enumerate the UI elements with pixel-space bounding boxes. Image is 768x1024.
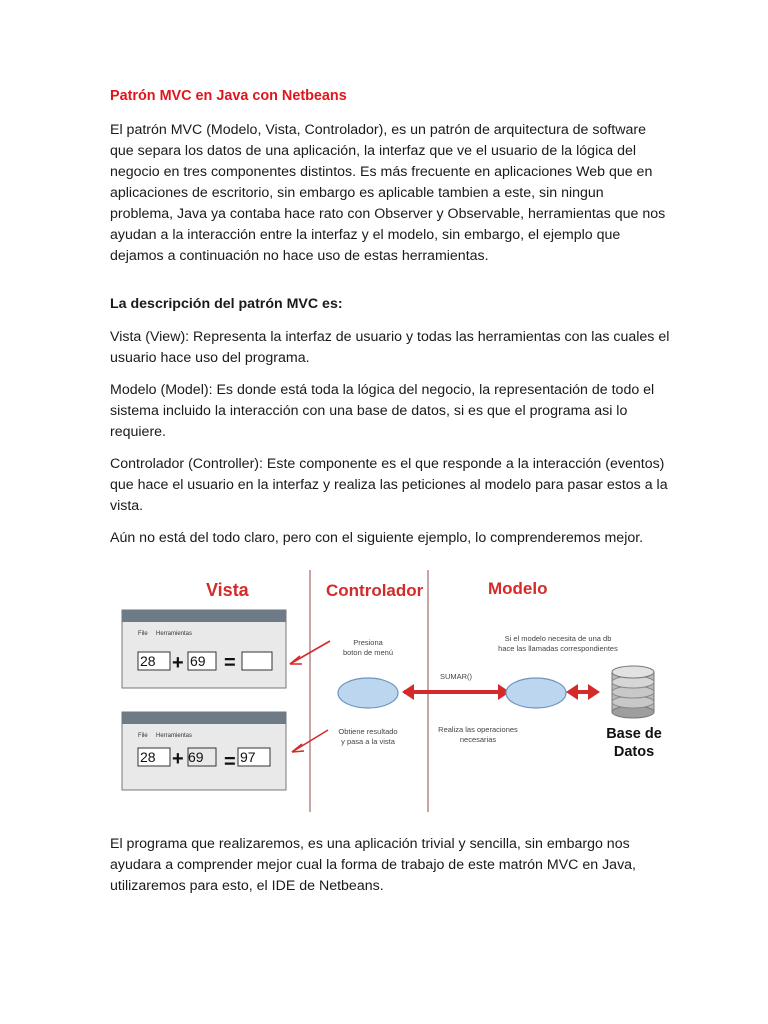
plus-sign: + — [172, 652, 184, 674]
db-label-line2: Datos — [613, 744, 655, 760]
model-top-line1: Si el modelo necesita de una db — [504, 634, 612, 643]
window-menu-file: File — [138, 733, 148, 739]
controller-ellipse — [338, 678, 398, 708]
label-controlador: Controlador — [326, 581, 424, 600]
window-menu-file: File — [138, 631, 148, 637]
description-heading: La descripción del patrón MVC es: — [110, 296, 343, 312]
equals-sign: = — [224, 751, 236, 773]
not-clear-paragraph: Aún no está del todo claro, pero con el siguiente ejemplo, lo comprenderemos mejor. — [110, 530, 644, 546]
num-b-value: 69 — [190, 653, 206, 669]
mvc-diagram-svg — [118, 566, 674, 814]
ctrl-top-line2: boton de menú — [342, 648, 394, 657]
db-label-line1: Base de — [606, 726, 662, 742]
label-vista: Vista — [206, 580, 249, 600]
window-menu-tools: Herramientas — [156, 733, 193, 739]
label-modelo: Modelo — [488, 579, 548, 598]
sumar-label: SUMAR() — [439, 672, 473, 681]
controller-paragraph: Controlador (Controller): Este componente es el que responde a la interacción (eventos) que hace el usuario en la interfaz y realiza las peticiones al modelo para pasar estos a la vista. — [110, 456, 668, 514]
arrow-head-icon — [290, 656, 302, 664]
model-bottom-line1: Realiza las operaciones — [438, 725, 518, 734]
result-field-empty — [242, 652, 272, 670]
model-ellipse — [506, 678, 566, 708]
model-bottom-line2: necesarias — [459, 735, 497, 744]
window-titlebar — [122, 610, 286, 622]
app-window-1 — [122, 610, 286, 688]
result-value: 97 — [240, 749, 256, 765]
plus-sign: + — [172, 748, 184, 770]
ctrl-bottom-line2: y pasa a la vista — [341, 737, 395, 746]
ctrl-bottom-line1: Obtiene resultado — [338, 727, 398, 736]
num-a-value: 28 — [140, 653, 156, 669]
document-title: Patrón MVC en Java con Netbeans — [110, 88, 347, 104]
model-top-line2: hace las llamadas correspondientes — [498, 644, 618, 653]
window-titlebar — [122, 712, 286, 724]
mvc-diagram — [118, 566, 674, 814]
equals-sign: = — [224, 652, 236, 674]
intro-paragraph: El patrón MVC (Modelo, Vista, Controlador), es un patrón de arquitectura de software que separa los datos de una aplicación, la interfaz que ve el usuario de la lógica del negocio en tres componentes distintos. Es más frecuente en aplicaciones Web que en aplicaciones de escritorio, sin embargo es aplicable tambien a este, sin ningun problema, Java ya contaba hace rato con Observer y Observable, herramientas que nos ayudan a la interacción entre la interfaz y el modelo, sin embargo, el ejemplo que dejamos a continuación no hace uso de estas herramientas. — [110, 122, 666, 264]
num-b-value: 69 — [188, 749, 204, 765]
model-paragraph: Modelo (Model): Es donde está toda la lógica del negocio, la representación de todo el sistema incluido la interacción con una base de datos, si es que el programa asi lo requiere. — [110, 382, 655, 440]
view-paragraph: Vista (View): Representa la interfaz de usuario y todas las herramientas con las cuales el usuario hace uso del programa. — [110, 329, 670, 366]
num-a-value: 28 — [140, 749, 156, 765]
database-icon — [612, 666, 654, 718]
closing-paragraph: El programa que realizaremos, es una aplicación trivial y sencilla, sin embargo nos ayudara a comprender mejor cual la forma de trabajo de este matrón MVC en Java, utilizaremos para esto, el IDE de Netbeans. — [110, 836, 636, 894]
app-window-2 — [122, 712, 286, 790]
ctrl-top-line1: Presiona — [353, 638, 383, 647]
window-menu-tools: Herramientas — [156, 631, 193, 637]
